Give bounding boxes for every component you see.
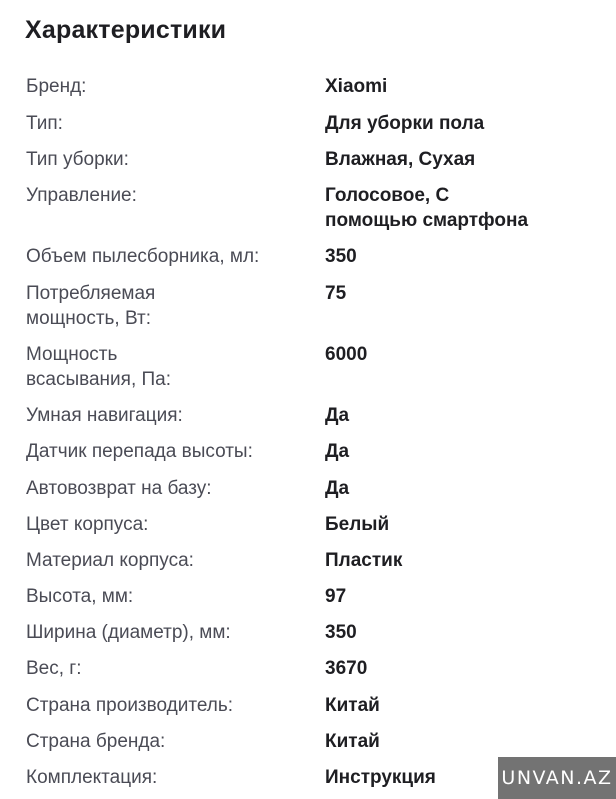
spec-label: Потребляемая мощность, Вт: [26, 283, 156, 329]
spec-label: Умная навигация: [26, 405, 183, 426]
spec-label: Ширина (диаметр), мм: [26, 622, 231, 643]
spec-value: Да [325, 405, 350, 426]
spec-label: Тип: [26, 113, 63, 134]
spec-value: Да [325, 478, 350, 499]
spec-value: Инструкция [325, 767, 436, 788]
spec-label: Управление: [26, 185, 137, 206]
spec-label: Автовозврат на базу: [26, 478, 212, 499]
spec-value: Для уборки пола [325, 113, 485, 134]
spec-label: Мощность всасывания, Па: [26, 344, 172, 390]
spec-value: 75 [325, 283, 347, 304]
spec-label: Страна производитель: [26, 695, 234, 716]
spec-value: Xiaomi [325, 76, 388, 97]
spec-label: Материал корпуса: [26, 550, 194, 571]
spec-label: Цвет корпуса: [26, 514, 149, 535]
spec-label: Тип уборки: [26, 149, 129, 170]
spec-value: Да [325, 441, 350, 462]
spec-value: Китай [325, 695, 380, 716]
spec-value: 97 [325, 586, 347, 607]
spec-value: Китай [325, 731, 380, 752]
spec-label: Бренд: [26, 76, 87, 97]
spec-label: Объем пылесборника, мл: [26, 246, 260, 267]
spec-value: 6000 [325, 344, 368, 365]
watermark: UNVAN.AZ [498, 757, 616, 799]
spec-label: Страна бренда: [26, 731, 166, 752]
spec-value: 350 [325, 622, 357, 643]
spec-value: 3670 [325, 658, 368, 679]
spec-value: 350 [325, 246, 357, 267]
spec-value: Голосовое, С помощью смартфона [325, 185, 529, 231]
spec-value: Влажная, Сухая [325, 149, 476, 170]
spec-value: Белый [325, 514, 390, 535]
spec-label: Вес, г: [26, 658, 82, 679]
spec-label: Датчик перепада высоты: [26, 441, 253, 462]
spec-value: Пластик [325, 550, 403, 571]
spec-label: Комплектация: [26, 767, 158, 788]
page-title: Характеристики [25, 16, 227, 44]
spec-label: Высота, мм: [26, 586, 134, 607]
